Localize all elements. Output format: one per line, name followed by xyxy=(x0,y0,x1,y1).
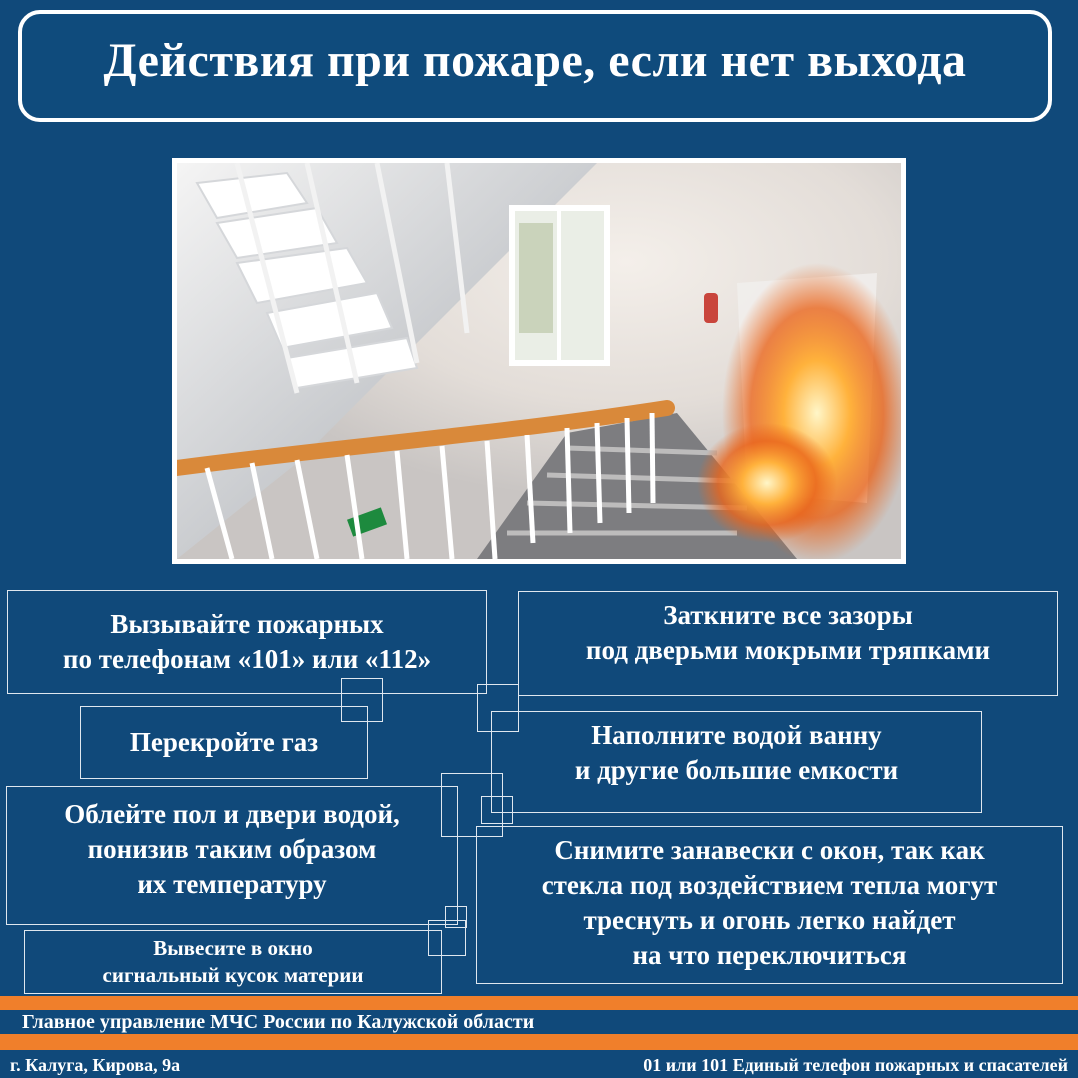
connector-square xyxy=(481,796,513,824)
title-banner xyxy=(18,10,1052,122)
signal-cloth-text: Вывесите в окно сигнальный кусок материи xyxy=(102,935,364,987)
signal-cloth-box xyxy=(24,930,442,994)
footer-phone: 01 или 101 Единый телефон пожарных и спасателей xyxy=(643,1055,1068,1075)
plug-gaps-box xyxy=(518,591,1058,696)
remove-curtains-text: Снимите занавески с окон, так как стекла под воздействием тепла могут треснуть и огонь легко найдет на что переключиться xyxy=(541,835,998,971)
plug-gaps-text: Заткните все зазоры под дверьми мокрыми тряпками xyxy=(585,600,991,666)
fill-water-text: Наполните водой ванну и другие большие емкости xyxy=(574,720,899,786)
shut-gas-text: Перекройте газ xyxy=(129,726,319,757)
connector-square xyxy=(341,678,383,722)
remove-curtains-box xyxy=(476,826,1063,984)
pour-water-text: Облейте пол и двери водой, понизив таким образом их температуру xyxy=(64,799,400,900)
footer-address: г. Калуга, Кирова, 9а xyxy=(10,1055,181,1075)
connector-square xyxy=(445,906,467,928)
call-firefighters-box xyxy=(7,590,487,694)
connector-square xyxy=(477,684,519,732)
shut-gas-box xyxy=(80,706,368,779)
footer-stripe-orange xyxy=(0,1034,1078,1050)
stairwell-fire-photo xyxy=(172,158,906,564)
call-firefighters-text: Вызывайте пожарных по телефонам «101» или «112» xyxy=(62,608,432,674)
page-title: Действия при пожаре, если нет выхода xyxy=(103,33,967,87)
fill-water-box xyxy=(491,711,982,813)
footer-stripe-orange xyxy=(0,996,1078,1010)
stairwell-fire-illustration xyxy=(177,163,901,559)
footer-org: Главное управление МЧС России по Калужской области xyxy=(22,1011,535,1033)
pour-water-box xyxy=(6,786,458,925)
